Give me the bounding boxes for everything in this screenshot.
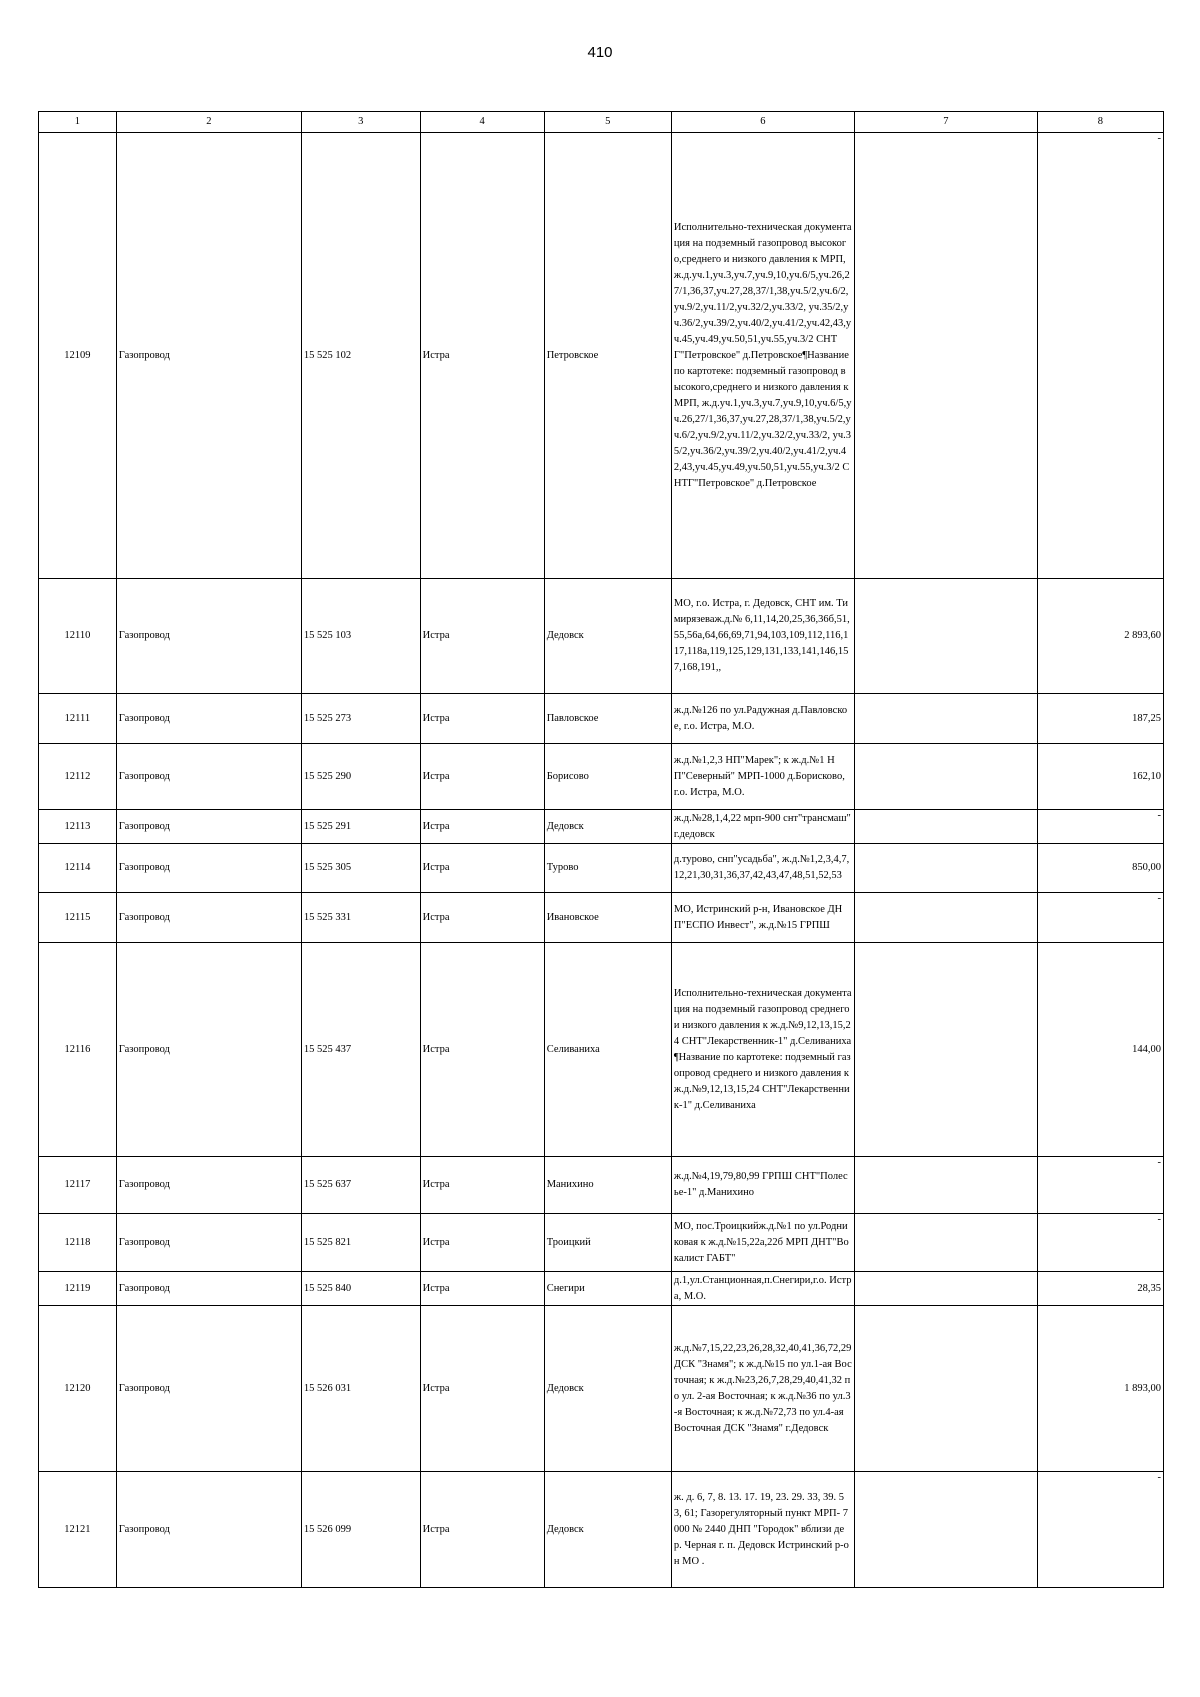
cell-id: 12116 [39,943,117,1157]
table-row [39,1472,1164,1588]
table-row [39,1214,1164,1272]
cell-value [1037,1472,1163,1588]
cell-code: 15 525 103 [301,579,420,694]
table-row [39,579,1164,694]
cell-district: Истра [420,1272,544,1306]
cell-type: Газопровод [116,810,301,844]
table-row [39,1157,1164,1214]
cell-col7 [854,1157,1037,1214]
cell-value [1037,1157,1163,1214]
cell-locality: Петровское [544,133,671,579]
cell-description: ж.д.№4,19,79,80,99 ГРПШ СНТ"Полесье-1" д.Манихино [671,1157,854,1214]
cell-type: Газопровод [116,844,301,893]
cell-code: 15 525 637 [301,1157,420,1214]
cell-value [1037,844,1163,893]
table-row [39,943,1164,1157]
cell-type: Газопровод [116,1214,301,1272]
cell-value [1037,744,1163,810]
cell-id: 12112 [39,744,117,810]
cell-district: Истра [420,579,544,694]
cell-col7 [854,1472,1037,1588]
cell-value [1037,694,1163,744]
cell-code: 15 525 273 [301,694,420,744]
cell-col7 [854,133,1037,579]
cell-locality: Борисово [544,744,671,810]
cell-type: Газопровод [116,1157,301,1214]
cell-type: Газопровод [116,694,301,744]
cell-id: 12110 [39,579,117,694]
cell-id: 12119 [39,1272,117,1306]
cell-description: ж.д.№28,1,4,22 мрп-900 снт"трансмаш" г.дедовск [671,810,854,844]
column-header: 2 [116,112,301,133]
cell-district: Истра [420,694,544,744]
cell-description: ж. д. 6, 7, 8. 13. 17. 19, 23. 29. 33, 39. 53, 61; Газорегуляторный пункт МРП- 7000 № 2440 ДНП "Городок" вблизи дер. Черная г. п. Дедовск Истринский р-он МО . [671,1472,854,1588]
table-row [39,744,1164,810]
cell-description: ж.д.№1,2,3 НП"Марек"; к ж.д.№1 НП"Северный" МРП-1000 д.Борисково, г.о. Истра, М.О. [671,744,854,810]
table-body [39,133,1164,1588]
header-row [39,112,1164,133]
value-text: 162,10 [1132,770,1161,782]
dash-mark: - [1157,1214,1161,1225]
cell-type: Газопровод [116,943,301,1157]
cell-value [1037,943,1163,1157]
cell-locality: Снегири [544,1272,671,1306]
column-header: 6 [671,112,854,133]
cell-id: 12115 [39,893,117,943]
cell-id: 12113 [39,810,117,844]
cell-col7 [854,810,1037,844]
cell-value [1037,1214,1163,1272]
table-row [39,893,1164,943]
cell-col7 [854,893,1037,943]
cell-value [1037,810,1163,844]
column-header: 4 [420,112,544,133]
registry-table [38,111,1164,1588]
table-row [39,1306,1164,1472]
cell-locality: Турово [544,844,671,893]
cell-id: 12121 [39,1472,117,1588]
column-header: 5 [544,112,671,133]
dash-mark: - [1157,1472,1161,1483]
table-row [39,810,1164,844]
value-text: 28,35 [1137,1282,1161,1294]
value-text: 2 893,60 [1124,630,1161,641]
cell-district: Истра [420,744,544,810]
cell-value [1037,579,1163,694]
table-row [39,1272,1164,1306]
table-row [39,694,1164,744]
cell-value [1037,1306,1163,1472]
dash-mark: - [1157,133,1161,144]
cell-type: Газопровод [116,1306,301,1472]
cell-type: Газопровод [116,744,301,810]
cell-code: 15 526 099 [301,1472,420,1588]
table-row [39,133,1164,579]
cell-col7 [854,943,1037,1157]
cell-col7 [854,844,1037,893]
cell-locality: Селиваниха [544,943,671,1157]
cell-description: МО, пос.Троицкийж.д.№1 по ул.Родниковая к ж.д.№15,22а,22б МРП ДНТ"Вокалист ГАБТ" [671,1214,854,1272]
cell-code: 15 525 305 [301,844,420,893]
cell-district: Истра [420,1214,544,1272]
cell-col7 [854,1214,1037,1272]
cell-description: Исполнительно-техническая документация на подземный газопровод среднего и низкого давления к ж.д.№9,12,13,15,24 СНТ"Лекарственник-1" д.Селиваниха¶Название по картотеке: подземный газопровод среднего и низкого давления к ж.д.№9,12,13,15,24 СНТ"Лекарственник-1" д.Селиваниха [671,943,854,1157]
cell-description: д.турово, снп"усадьба", ж.д.№1,2,3,4,7,12,21,30,31,36,37,42,43,47,48,51,52,53 [671,844,854,893]
cell-district: Истра [420,133,544,579]
cell-id: 12118 [39,1214,117,1272]
cell-locality: Дедовск [544,1306,671,1472]
cell-type: Газопровод [116,1472,301,1588]
cell-district: Истра [420,1306,544,1472]
cell-district: Истра [420,810,544,844]
cell-description: ж.д.№126 по ул.Радужная д.Павловское, г.о. Истра, М.О. [671,694,854,744]
cell-value [1037,893,1163,943]
cell-id: 12114 [39,844,117,893]
cell-code: 15 525 102 [301,133,420,579]
cell-district: Истра [420,844,544,893]
cell-locality: Троицкий [544,1214,671,1272]
cell-code: 15 525 331 [301,893,420,943]
cell-id: 12117 [39,1157,117,1214]
cell-id: 12109 [39,133,117,579]
cell-value [1037,1272,1163,1306]
cell-col7 [854,694,1037,744]
cell-locality: Дедовск [544,1472,671,1588]
cell-value [1037,133,1163,579]
cell-locality: Манихино [544,1157,671,1214]
cell-code: 15 525 437 [301,943,420,1157]
value-text: 1 893,00 [1124,1382,1161,1394]
cell-code: 15 526 031 [301,1306,420,1472]
column-header: 7 [854,112,1037,133]
cell-district: Истра [420,943,544,1157]
cell-code: 15 525 840 [301,1272,420,1306]
cell-code: 15 525 291 [301,810,420,844]
dash-mark: - [1157,810,1161,821]
cell-locality: Дедовск [544,579,671,694]
cell-description: д.1,ул.Станционная,п.Снегири,г.о. Истра, М.О. [671,1272,854,1306]
cell-col7 [854,744,1037,810]
cell-locality: Павловское [544,694,671,744]
cell-district: Истра [420,893,544,943]
cell-code: 15 525 821 [301,1214,420,1272]
column-header: 8 [1037,112,1163,133]
cell-id: 12111 [39,694,117,744]
cell-description: МО, Истринский р-н, Ивановское ДНП"ЕСПО Инвест", ж.д.№15 ГРПШ [671,893,854,943]
cell-district: Истра [420,1157,544,1214]
value-text: 850,00 [1132,862,1161,873]
cell-code: 15 525 290 [301,744,420,810]
cell-col7 [854,579,1037,694]
cell-description: МО, г.о. Истра, г. Дедовск, СНТ им. Тимирязеваж.д.№ 6,11,14,20,25,36,36б,51,55,56а,64,66,69,71,94,103,109,112,116,117,118а,119,125,129,131,133,141,146,157,168,191,, [671,579,854,694]
cell-description: Исполнительно-техническая документация на подземный газопровод высокого,среднего и низкого давления к МРП, ж.д.уч.1,уч.3,уч.7,уч.9,10,уч.6/5,уч.26,27/1,36,37,уч.27,28,37/1,38,уч.5/2,уч.6/2,уч.9/2,уч.11/2,уч.32/2,уч.33/2, уч.35/2,уч.36/2,уч.39/2,уч.40/2,уч.41/2,уч.42,43,уч.45,уч.49,уч.50,51,уч.55,уч.3/2 СНТГ"Петровское" д.Петровское¶Название по картотеке: подземный газопровод высокого,среднего и низкого давления к МРП, ж.д.уч.1,уч.3,уч.7,уч.9,10,уч.6/5,уч.26,27/1,36,37,уч.27,28,37/1,38,уч.5/2,уч.6/2,уч.9/2,уч.11/2,уч.32/2,уч.33/2, уч.35/2,уч.36/2,уч.39/2,уч.40/2,уч.41/2,уч.42,43,уч.45,уч.49,уч.50,51,уч.55,уч.3/2 СНТГ"Петровское" д.Петровское [671,133,854,579]
value-text: 144,00 [1132,1043,1161,1055]
column-header: 1 [39,112,117,133]
cell-locality: Дедовск [544,810,671,844]
cell-type: Газопровод [116,893,301,943]
cell-type: Газопровод [116,133,301,579]
cell-col7 [854,1306,1037,1472]
dash-mark: - [1157,893,1161,904]
cell-col7 [854,1272,1037,1306]
table-row [39,844,1164,893]
page-number: 410 [587,44,613,61]
cell-id: 12120 [39,1306,117,1472]
dash-mark: - [1157,1157,1161,1168]
value-text: 187,25 [1132,712,1161,724]
cell-locality: Ивановское [544,893,671,943]
cell-description: ж.д.№7,15,22,23,26,28,32,40,41,36,72,29 ДСК "Знамя"; к ж.д.№15 по ул.1-ая Восточная; к ж.д.№23,26,7,28,29,40,41,32 по ул. 2-ая Восточная; к ж.д.№36 по ул.3-я Восточная; к ж.д.№72,73 по ул.4-ая Восточная ДСК "Знамя" г.Дедовск [671,1306,854,1472]
cell-type: Газопровод [116,1272,301,1306]
cell-type: Газопровод [116,579,301,694]
cell-district: Истра [420,1472,544,1588]
column-header: 3 [301,112,420,133]
